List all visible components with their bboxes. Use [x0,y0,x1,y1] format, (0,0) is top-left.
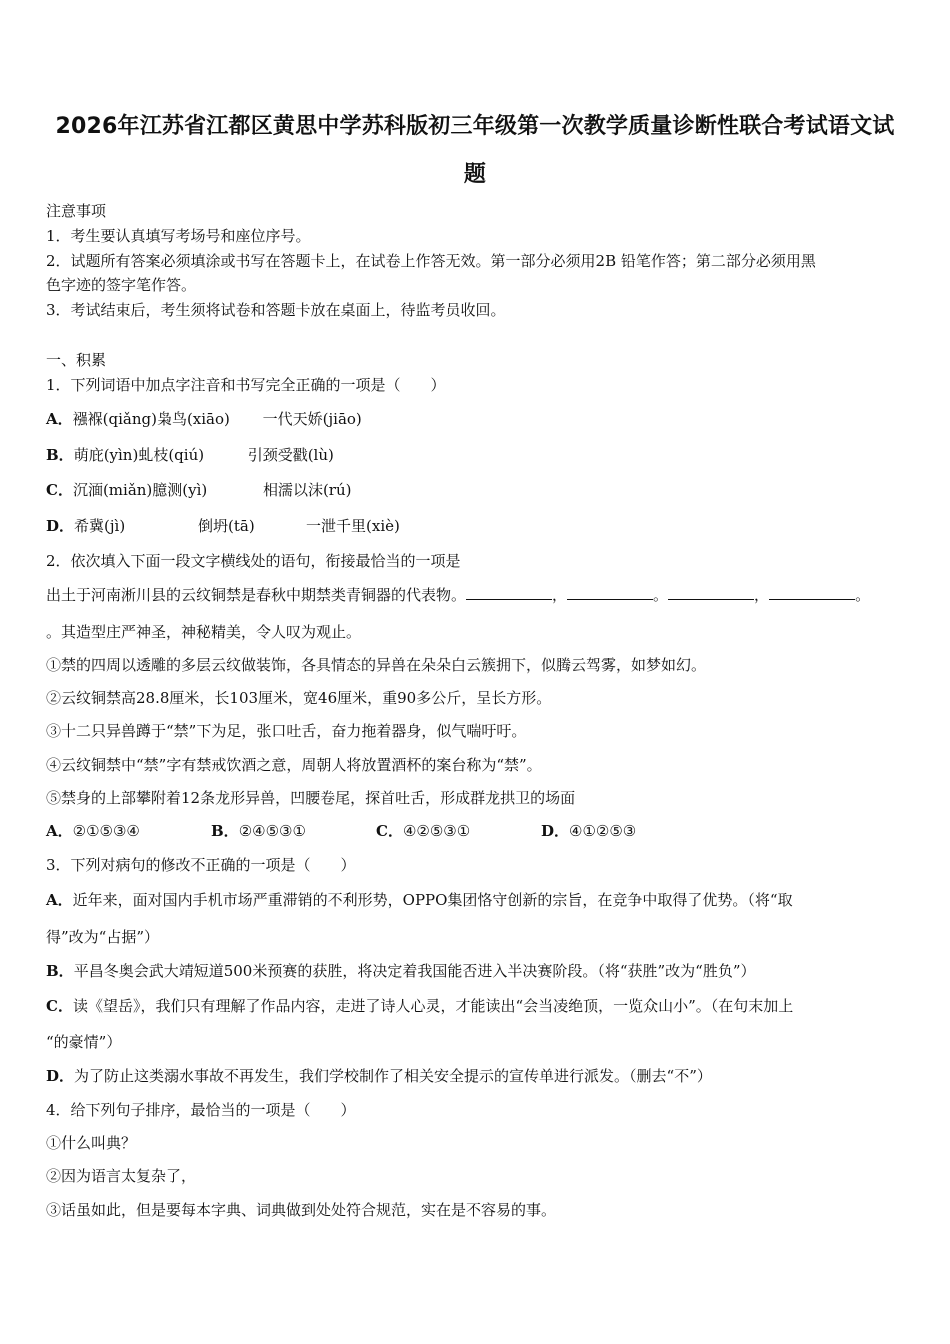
option-label: B． [46,446,74,464]
question-3-option-c-cont: “的豪情”） [46,1033,122,1051]
question-2-options [46,820,916,842]
option-word: 引颈受戳(lù) [247,446,334,464]
question-2-option-a: A．②①⑤③④ [46,822,140,840]
question-2-sentence: ④云纹铜禁中“禁”字有禁戒饮酒之意，周朝人将放置酒杯的案台称为“禁”。 [46,756,542,774]
punctuation: ， [754,586,770,604]
question-1-option-a [46,408,916,430]
exam-title-line1: 2026年江苏省江都区黄思中学苏科版初三年级第一次教学质量诊断性联合考试语文试 [55,114,895,139]
option-label: A． [46,410,73,428]
question-3-option-c [46,995,916,1017]
question-3-option-d [46,1065,916,1087]
option-word: 希冀(jì) [74,517,126,535]
fill-blank [567,585,653,600]
passage-text: 出土于河南淅川县的云纹铜禁是春秋中期禁类青铜器的代表物。 [46,586,467,604]
question-4-sentence: ①什么叫典？ [46,1134,137,1152]
option-label: B． [46,962,74,980]
option-label: C． [46,997,73,1015]
notice-item: 色字迹的签字笔作答。 [46,276,197,294]
option-label: C． [46,481,73,499]
question-4-sentence: ②因为语言太复杂了， [46,1167,197,1185]
notice-item: 1．考生要认真填写考场号和座位序号。 [46,227,311,245]
option-text: 读《望岳》，我们只有理解了作品内容，走进了诗人心灵，才能读出“会当凌绝顶，一览众山小”。（在句末加上 [72,997,794,1015]
question-2-sentence: ⑤禁身的上部攀附着12条龙形异兽，凹腰卷尾，探首吐舌，形成群龙拱卫的场面 [46,789,576,807]
option-word: 相濡以沫(rú) [262,481,352,499]
question-3-option-b [46,960,916,982]
question-2-option-c: C．④②⑤③① [376,822,471,840]
option-text: 为了防止这类溺水事故不再发生，我们学校制作了相关安全提示的宣传单进行派发。（删去“不”） [74,1067,712,1085]
option-word: 襁褓(qiǎng)枭鸟(xiāo) [72,410,230,428]
option-word: 一泄千里(xiè) [306,517,400,535]
question-2-sentence: ③十二只异兽蹲于“禁”下为足，张口吐舌，奋力拖着器身，似气喘吁吁。 [46,722,527,740]
question-3-stem: 3．下列对病句的修改不正确的一项是（ ） [46,856,356,874]
question-1-option-c [46,479,916,501]
question-3-option-a-cont: 得”改为“占据”） [46,928,160,946]
question-2-option-d: D．④①②⑤③ [541,822,637,840]
question-2-sentence: ②云纹铜禁高28.8厘米，长103厘米，宽46厘米，重90多公斤，呈长方形。 [46,689,552,707]
notice-item: 2．试题所有答案必须填涂或书写在答题卡上，在试卷上作答无效。第一部分必须用2B 铅笔作答；第二部分必须用黑 [46,252,816,270]
question-3-option-a [46,889,916,911]
question-2-passage [46,584,916,606]
notice-item: 3．考试结束后，考生须将试卷和答题卡放在桌面上，待监考员收回。 [46,301,506,319]
question-1-stem: 1．下列词语中加点字注音和书写完全正确的一项是（ ） [46,376,446,394]
option-label: D． [46,1067,75,1085]
punctuation: 。 [855,586,871,604]
question-4-stem: 4．给下列句子排序，最恰当的一项是（ ） [46,1101,356,1119]
question-2-option-b: B．②④⑤③① [211,822,306,840]
option-label: A． [46,891,73,909]
option-label: D． [46,517,75,535]
option-word: 一代天娇(jiāo) [262,410,362,428]
option-text: 平昌冬奥会武大靖短道500米预赛的获胜，将决定着我国能否进入半决赛阶段。（将“获胜”改为“胜负”） [73,962,756,980]
question-4-sentence: ③话虽如此，但是要每本字典、词典做到处处符合规范，实在是不容易的事。 [46,1201,557,1219]
punctuation: 。 [653,586,669,604]
fill-blank [466,585,552,600]
fill-blank [769,585,855,600]
question-2-passage-end: 。其造型庄严神圣，神秘精美，令人叹为观止。 [46,623,362,641]
section-heading: 一、积累 [46,351,107,369]
exam-title-line2: 题 [463,162,487,187]
question-2-stem: 2．依次填入下面一段文字横线处的语句，衔接最恰当的一项是 [46,552,461,570]
option-word: 萌庇(yìn)虬枝(qiú) [73,446,205,464]
punctuation: ， [552,586,568,604]
question-1-option-b [46,444,916,466]
question-2-sentence: ①禁的四周以透雕的多层云纹做装饰，各具情态的异兽在朵朵白云簇拥下，似腾云驾雾，如梦如幻。 [46,656,707,674]
option-word: 倒坍(tā) [198,517,255,535]
question-1-option-d [46,515,916,537]
notice-heading: 注意事项 [46,202,107,220]
fill-blank [668,585,754,600]
option-word: 沉湎(miǎn)臆测(yì) [72,481,208,499]
option-text: 近年来，面对国内手机市场严重滞销的不利形势，OPPO集团恪守创新的宗旨，在竞争中取得了优势。（将“取 [72,891,793,909]
